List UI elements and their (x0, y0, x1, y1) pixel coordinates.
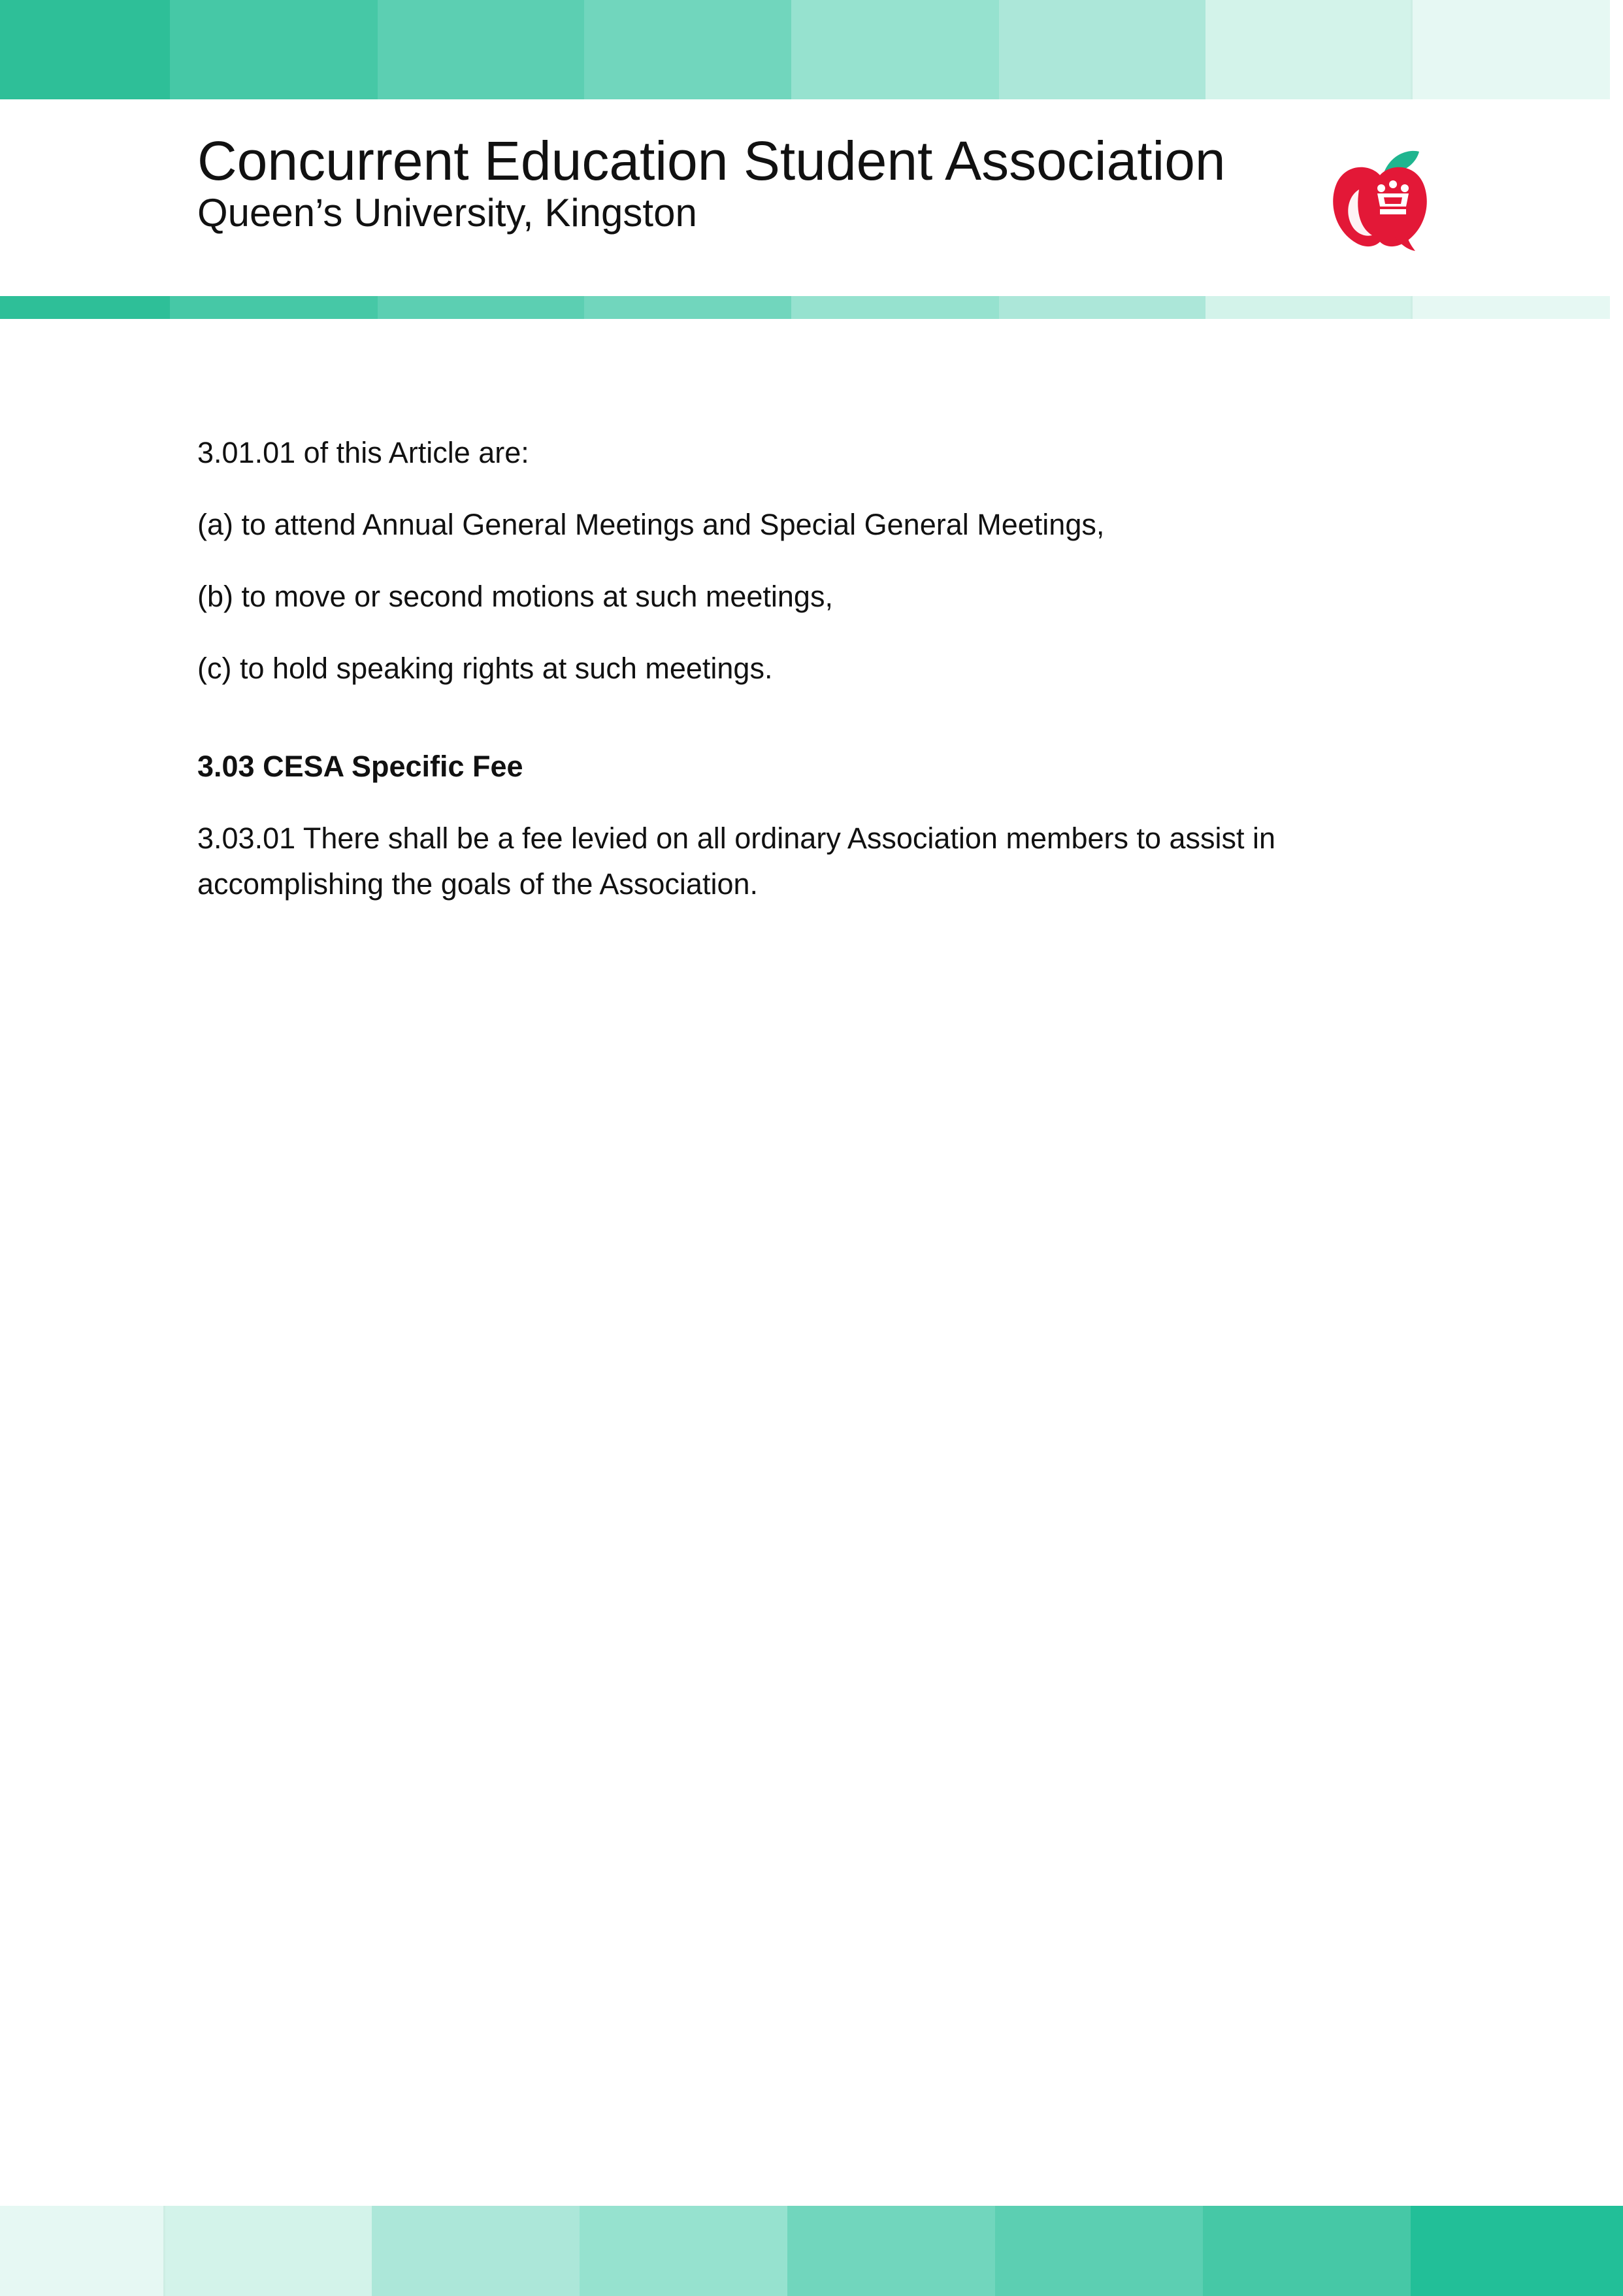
section-body-text: 3.03.01 There shall be a fee levied on all ordinary Association members to assist in accomplishing the goals of the Association. (197, 822, 1276, 901)
band-segment (170, 0, 378, 99)
band-segment (1411, 2206, 1623, 2296)
band-segment (372, 2206, 580, 2296)
band-segment (999, 296, 1205, 319)
band-segment (1413, 296, 1610, 319)
top-color-band (0, 0, 1623, 99)
band-segment (378, 0, 584, 99)
list-item: (b) to move or second motions at such meetings, (197, 580, 833, 613)
band-segment (0, 296, 170, 319)
band-segment (999, 0, 1205, 99)
band-segment (1413, 0, 1610, 99)
organization-name: Concurrent Education Student Association (197, 130, 1226, 191)
section-gap (197, 691, 1426, 744)
list-item: (c) to hold speaking rights at such meetings. (197, 652, 773, 685)
band-segment (995, 2206, 1203, 2296)
band-segment (170, 296, 378, 319)
letterhead (197, 128, 1308, 235)
queens-apple-logo-icon (1326, 146, 1434, 254)
band-segment (0, 0, 170, 99)
intro-text: 3.01.01 of this Article are: (197, 436, 529, 469)
band-segment (0, 2206, 165, 2296)
band-segment (584, 0, 791, 99)
band-segment (378, 296, 584, 319)
band-segment (165, 2206, 372, 2296)
band-segment (1205, 0, 1413, 99)
bottom-color-band (0, 2206, 1623, 2296)
band-segment (791, 296, 999, 319)
band-segment (787, 2206, 995, 2296)
header-divider-band (0, 296, 1623, 319)
list-item: (a) to attend Annual General Meetings and Special General Meetings, (197, 508, 1105, 541)
band-segment (584, 296, 791, 319)
document-body (197, 430, 1426, 933)
band-segment (791, 0, 999, 99)
band-segment (580, 2206, 787, 2296)
organization-subtitle: Queen’s University, Kingston (197, 190, 697, 235)
band-segment (1203, 2206, 1411, 2296)
band-segment (1205, 296, 1413, 319)
section-heading: 3.03 CESA Specific Fee (197, 750, 523, 783)
